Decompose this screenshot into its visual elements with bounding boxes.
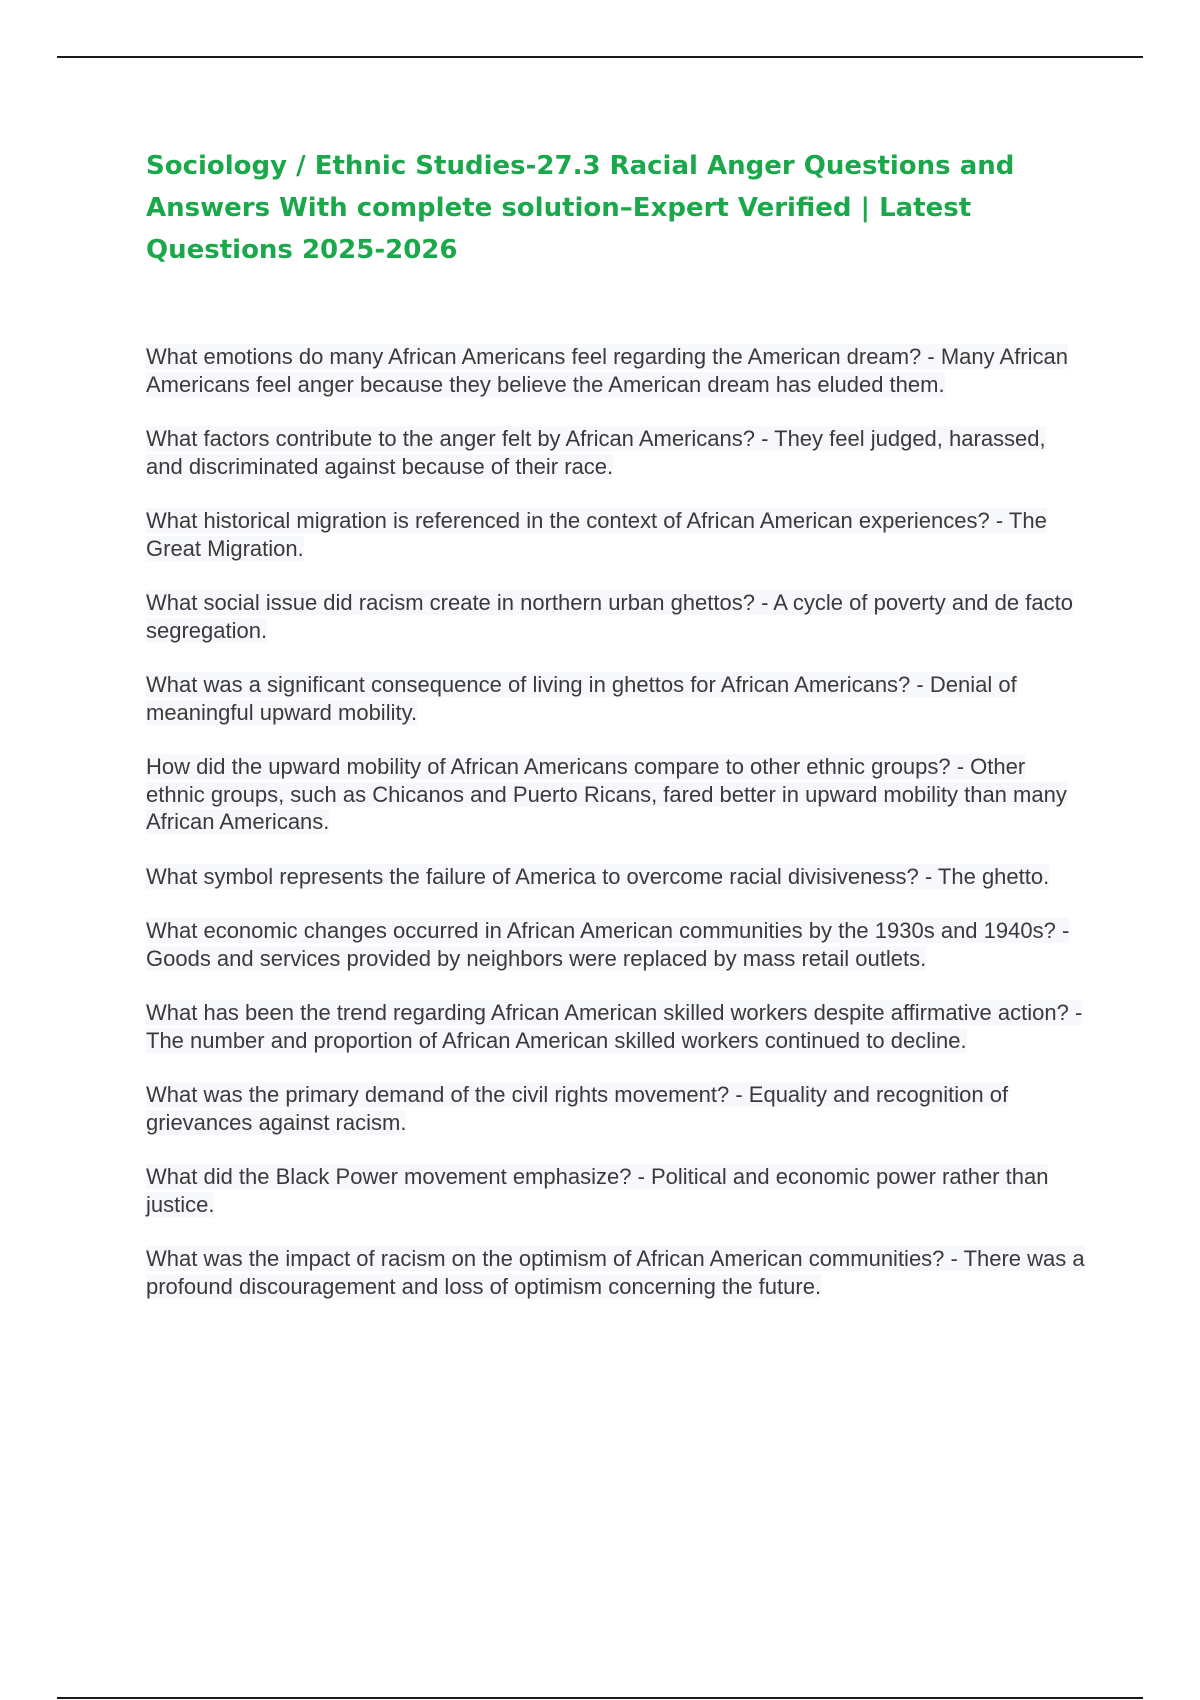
qa-text: What was the impact of racism on the optimism of African American communities? - There was a profound discouragement and loss of optimism concerning the future. — [146, 1246, 1085, 1299]
qa-item — [146, 507, 1088, 562]
qa-text: What emotions do many African Americans feel regarding the American dream? - Many African Americans feel anger because they believe the American dream has eluded them. — [146, 344, 1068, 397]
qa-item — [146, 425, 1088, 480]
qa-text: What factors contribute to the anger felt by African Americans? - They feel judged, harassed, and discriminated against because of their race. — [146, 426, 1046, 479]
qa-text: What did the Black Power movement emphasize? - Political and economic power rather than justice. — [146, 1164, 1049, 1217]
qa-item — [146, 917, 1088, 972]
qa-item — [146, 863, 1088, 891]
qa-item — [146, 343, 1088, 398]
qa-item — [146, 753, 1088, 836]
qa-text: How did the upward mobility of African Americans compare to other ethnic groups? - Other ethnic groups, such as Chicanos and Puerto Ricans, fared better in upward mobility than many African Americans. — [146, 754, 1067, 834]
qa-list — [146, 343, 1088, 1327]
qa-item — [146, 1245, 1088, 1300]
qa-text: What was the primary demand of the civil rights movement? - Equality and recognition of grievances against racism. — [146, 1082, 1009, 1135]
bottom-divider — [57, 1697, 1143, 1699]
qa-item — [146, 589, 1088, 644]
qa-text: What symbol represents the failure of America to overcome racial divisiveness? - The ghetto. — [146, 863, 1050, 889]
top-divider — [57, 56, 1143, 58]
qa-text: What social issue did racism create in northern urban ghettos? - A cycle of poverty and de facto segregation. — [146, 590, 1073, 643]
qa-text: What has been the trend regarding African American skilled workers despite affirmative action? - The number and proportion of African American skilled workers continued to decline. — [146, 1000, 1083, 1053]
qa-text: What was a significant consequence of living in ghettos for African Americans? - Denial of meaningful upward mobility. — [146, 672, 1017, 725]
document-title: Sociology / Ethnic Studies-27.3 Racial Anger Questions and Answers With complete solution–Expert Verified | Latest Questions 2025-2026 — [146, 151, 1015, 265]
qa-item — [146, 999, 1088, 1054]
qa-text: What economic changes occurred in African American communities by the 1930s and 1940s? - Goods and services provided by neighbors were replaced by mass retail outlets. — [146, 918, 1070, 971]
qa-item — [146, 671, 1088, 726]
qa-item — [146, 1081, 1088, 1136]
qa-text: What historical migration is referenced in the context of African American experiences? - The Great Migration. — [146, 508, 1047, 561]
qa-item — [146, 1163, 1088, 1218]
